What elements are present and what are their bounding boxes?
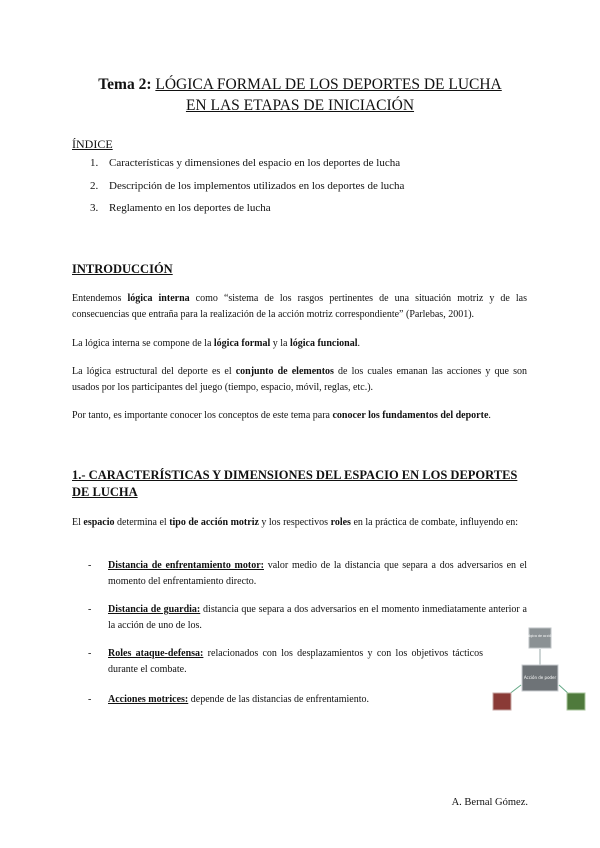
- list-dash: -: [88, 694, 92, 705]
- list-dash: -: [88, 604, 92, 615]
- list-item-term: Distancia de enfrentamiento motor:: [108, 560, 264, 571]
- intro-paragraph-3: La lógica estructural del deporte es el conjunto de elementos de los cuales emanan las acciones y que son usados por los participantes del juego (tiempo, espacio, móvil, reglas, etc.).: [72, 366, 527, 393]
- list-item: [88, 646, 488, 678]
- index-item: [90, 157, 400, 169]
- list-item: [88, 558, 527, 590]
- concept-diagram: [488, 625, 592, 717]
- index-item: [90, 180, 404, 192]
- index-item-text: Descripción de los implementos utilizados en los deportes de lucha: [109, 180, 405, 192]
- diagram-node-left: [493, 693, 511, 710]
- introduction-heading: INTRODUCCIÓN: [72, 262, 173, 276]
- diagram-node-center-label: Acción de poder: [523, 675, 557, 680]
- list-item: [88, 692, 488, 708]
- diagram-node-right: [567, 693, 585, 710]
- list-item-text: distancia que separa a dos adversarios en el momento inmediatamente anterior a la acción de uno de los.: [108, 604, 527, 631]
- list-item-term: Acciones motrices:: [108, 694, 189, 705]
- section-1-paragraph: El espacio determina el tipo de acción motriz y los respectivos roles en la práctica de combate, influyendo en:: [72, 517, 519, 528]
- title-prefix: Tema 2:: [98, 76, 156, 93]
- index-item-text: Reglamento en los deportes de lucha: [109, 202, 271, 214]
- index-item-number: 3.: [90, 202, 99, 214]
- list-item-text: relacionados con los desplazamientos y con los objetivos tácticos durante el combate.: [108, 648, 483, 675]
- author-footer: A. Bernal Gómez.: [451, 797, 528, 808]
- list-item: [88, 602, 527, 634]
- intro-paragraph-4: Por tanto, es importante conocer los conceptos de este tema para conocer los fundamentos del deporte.: [72, 410, 491, 421]
- section-1-heading: 1.- CARACTERÍSTICAS Y DIMENSIONES DEL ESPACIO EN LOS DEPORTES DE LUCHA: [72, 468, 518, 499]
- index-item: [90, 202, 271, 214]
- diagram-node-top: [529, 628, 551, 648]
- index-heading: ÍNDICE: [72, 137, 113, 151]
- index-item-number: 2.: [90, 180, 99, 192]
- page-title: [60, 74, 540, 116]
- list-item-text: depende de las distancias de enfrentamiento.: [188, 694, 370, 705]
- list-item-term: Distancia de guardia:: [108, 604, 201, 615]
- list-dash: -: [88, 560, 92, 571]
- title-line-2: EN LAS ETAPAS DE INICIACIÓN: [185, 97, 415, 114]
- title-line-1: LÓGICA FORMAL DE LOS DEPORTES DE LUCHA: [155, 76, 502, 93]
- intro-paragraph-1: Entendemos lógica interna como “sistema de los rasgos pertinentes de una situación motriz y de las consecuencias que entraña para la realización de la acción motriz correspondiente” (Parlebas, 2001).: [72, 293, 527, 320]
- index-item-number: 1.: [90, 157, 99, 169]
- list-item-term: Roles ataque-defensa:: [108, 648, 204, 659]
- diagram-node-top-label: Lógica de acción: [526, 634, 554, 638]
- index-item-text: Características y dimensiones del espacio en los deportes de lucha: [109, 157, 401, 169]
- intro-paragraph-2: La lógica interna se compone de la lógica formal y la lógica funcional.: [72, 338, 360, 349]
- list-item-text: valor medio de la distancia que separa a dos adversarios en el momento del enfrentamiento directo.: [108, 560, 527, 587]
- list-dash: -: [88, 648, 92, 659]
